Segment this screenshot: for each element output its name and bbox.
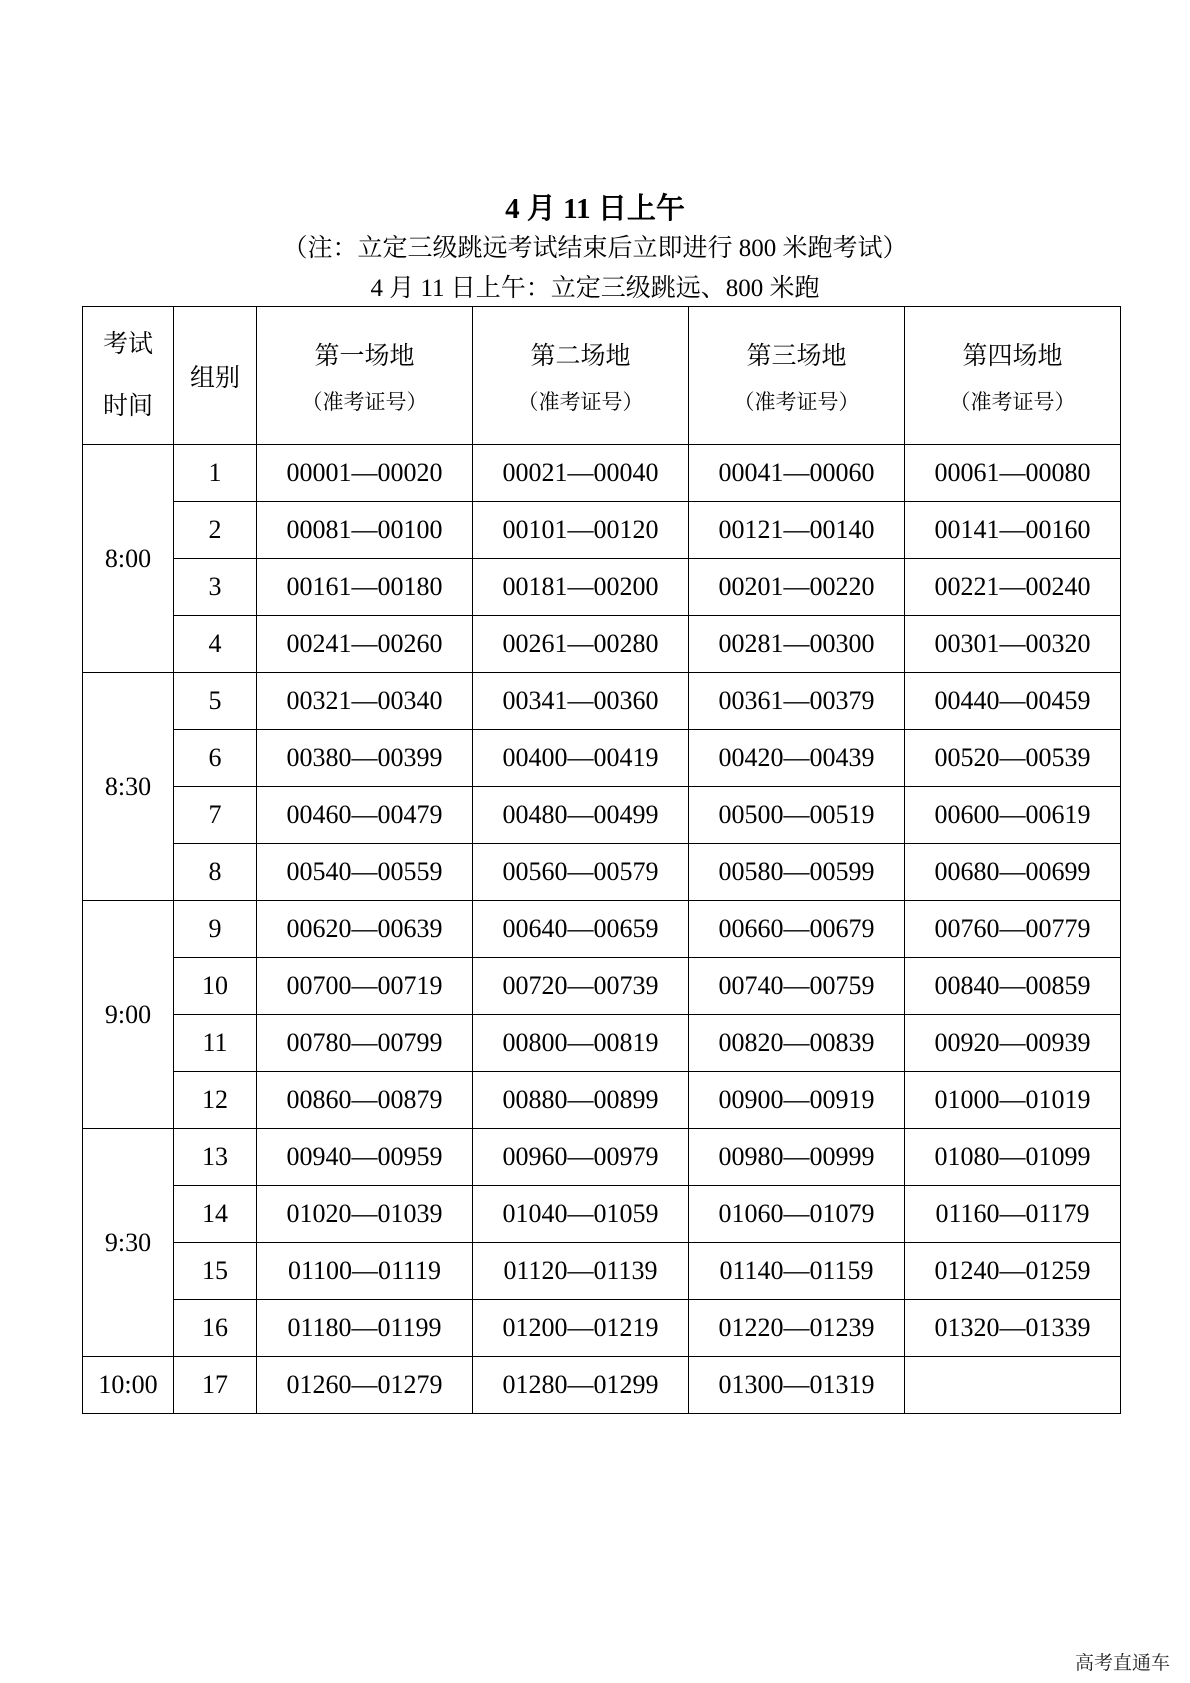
range-cell-venue-2: 01120—01139 xyxy=(473,1243,689,1300)
group-cell: 5 xyxy=(174,673,257,730)
group-cell: 1 xyxy=(174,445,257,502)
range-cell-venue-2: 00021—00040 xyxy=(473,445,689,502)
range-cell-venue-1: 00460—00479 xyxy=(257,787,473,844)
header-venue-3 xyxy=(689,307,905,445)
range-cell-venue-3: 00041—00060 xyxy=(689,445,905,502)
range-cell-venue-2: 00800—00819 xyxy=(473,1015,689,1072)
range-cell-venue-4: 00920—00939 xyxy=(905,1015,1121,1072)
range-cell-venue-3: 01220—01239 xyxy=(689,1300,905,1357)
range-cell-venue-1: 01180—01199 xyxy=(257,1300,473,1357)
range-cell-venue-1: 00780—00799 xyxy=(257,1015,473,1072)
range-cell-venue-3: 01300—01319 xyxy=(689,1357,905,1414)
range-cell-venue-4: 00520—00539 xyxy=(905,730,1121,787)
range-cell-venue-4: 00221—00240 xyxy=(905,559,1121,616)
group-cell: 6 xyxy=(174,730,257,787)
time-cell: 10:00 xyxy=(83,1357,174,1414)
group-cell: 16 xyxy=(174,1300,257,1357)
table-row xyxy=(83,1129,1121,1186)
venue-label: 第二场地 xyxy=(530,342,631,370)
table-row xyxy=(83,1186,1121,1243)
table-row xyxy=(83,730,1121,787)
range-cell-venue-2: 00261—00280 xyxy=(473,616,689,673)
range-cell-venue-3: 00121—00140 xyxy=(689,502,905,559)
range-cell-venue-2: 00101—00120 xyxy=(473,502,689,559)
range-cell-venue-1: 00161—00180 xyxy=(257,559,473,616)
range-cell-venue-1: 01100—01119 xyxy=(257,1243,473,1300)
range-cell-venue-1: 00380—00399 xyxy=(257,730,473,787)
range-cell-venue-1: 00940—00959 xyxy=(257,1129,473,1186)
range-cell-venue-2: 01280—01299 xyxy=(473,1357,689,1414)
group-cell: 2 xyxy=(174,502,257,559)
range-cell-venue-2: 00400—00419 xyxy=(473,730,689,787)
range-cell-venue-4: 00141—00160 xyxy=(905,502,1121,559)
range-cell-venue-4: 01000—01019 xyxy=(905,1072,1121,1129)
range-cell-venue-3: 00500—00519 xyxy=(689,787,905,844)
header-time-line1: 考试 xyxy=(102,330,153,358)
range-cell-venue-1: 00001—00020 xyxy=(257,445,473,502)
range-cell-venue-4: 01320—01339 xyxy=(905,1300,1121,1357)
group-cell: 15 xyxy=(174,1243,257,1300)
group-cell: 12 xyxy=(174,1072,257,1129)
venue-sub-label: （准考证号） xyxy=(517,389,644,414)
time-cell: 8:00 xyxy=(83,445,174,673)
range-cell-venue-3: 00660—00679 xyxy=(689,901,905,958)
group-cell: 7 xyxy=(174,787,257,844)
header-venue-4 xyxy=(905,307,1121,445)
range-cell-venue-1: 00620—00639 xyxy=(257,901,473,958)
group-cell: 3 xyxy=(174,559,257,616)
table-row xyxy=(83,844,1121,901)
table-row xyxy=(83,1300,1121,1357)
header-venue-2 xyxy=(473,307,689,445)
schedule-body xyxy=(83,445,1121,1414)
table-row xyxy=(83,616,1121,673)
group-cell: 14 xyxy=(174,1186,257,1243)
range-cell-venue-2: 00560—00579 xyxy=(473,844,689,901)
range-cell-venue-4: 01080—01099 xyxy=(905,1129,1121,1186)
range-cell-venue-1: 00860—00879 xyxy=(257,1072,473,1129)
table-row xyxy=(83,1015,1121,1072)
range-cell-venue-1: 00540—00559 xyxy=(257,844,473,901)
header-exam-time xyxy=(83,307,174,445)
page-title: 4 月 11 日上午 xyxy=(505,193,685,225)
range-cell-venue-4: 00301—00320 xyxy=(905,616,1121,673)
time-cell: 8:30 xyxy=(83,673,174,901)
range-cell-venue-3: 00580—00599 xyxy=(689,844,905,901)
table-row xyxy=(83,1072,1121,1129)
table-row xyxy=(83,445,1121,502)
range-cell-venue-2: 00880—00899 xyxy=(473,1072,689,1129)
group-cell: 17 xyxy=(174,1357,257,1414)
group-cell: 11 xyxy=(174,1015,257,1072)
header-group: 组别 xyxy=(174,307,257,445)
range-cell-venue-3: 00420—00439 xyxy=(689,730,905,787)
range-cell-venue-2: 00640—00659 xyxy=(473,901,689,958)
range-cell-venue-2: 01040—01059 xyxy=(473,1186,689,1243)
range-cell-venue-4: 01240—01259 xyxy=(905,1243,1121,1300)
footer-watermark: 高考直通车 xyxy=(1074,1652,1170,1674)
range-cell-venue-4: 00680—00699 xyxy=(905,844,1121,901)
range-cell-venue-4: 00840—00859 xyxy=(905,958,1121,1015)
range-cell-venue-1: 00700—00719 xyxy=(257,958,473,1015)
range-cell-venue-2: 00181—00200 xyxy=(473,559,689,616)
range-cell-venue-3: 01140—01159 xyxy=(689,1243,905,1300)
range-cell-venue-3: 00740—00759 xyxy=(689,958,905,1015)
range-cell-venue-1: 01020—01039 xyxy=(257,1186,473,1243)
group-cell: 10 xyxy=(174,958,257,1015)
range-cell-venue-4: 00440—00459 xyxy=(905,673,1121,730)
range-cell-venue-3: 00281—00300 xyxy=(689,616,905,673)
range-cell-venue-3: 01060—01079 xyxy=(689,1186,905,1243)
range-cell-venue-2: 00960—00979 xyxy=(473,1129,689,1186)
range-cell-venue-3: 00820—00839 xyxy=(689,1015,905,1072)
schedule-table xyxy=(82,306,1121,1414)
range-cell-venue-1: 00081—00100 xyxy=(257,502,473,559)
venue-sub-label: （准考证号） xyxy=(733,389,860,414)
table-row xyxy=(83,1243,1121,1300)
table-row xyxy=(83,787,1121,844)
range-cell-venue-3: 00900—00919 xyxy=(689,1072,905,1129)
range-cell-venue-2: 01200—01219 xyxy=(473,1300,689,1357)
group-cell: 8 xyxy=(174,844,257,901)
table-row xyxy=(83,502,1121,559)
range-cell-venue-2: 00480—00499 xyxy=(473,787,689,844)
range-cell-venue-4: 00600—00619 xyxy=(905,787,1121,844)
page-subtitle: 4 月 11 日上午：立定三级跳远、800 米跑 xyxy=(370,275,820,302)
table-row xyxy=(83,559,1121,616)
range-cell-venue-1: 00241—00260 xyxy=(257,616,473,673)
range-cell-venue-3: 00980—00999 xyxy=(689,1129,905,1186)
table-row xyxy=(83,673,1121,730)
range-cell-venue-2: 00341—00360 xyxy=(473,673,689,730)
venue-label: 第三场地 xyxy=(746,342,847,370)
exam-note: （注：立定三级跳远考试结束后立即进行 800 米跑考试） xyxy=(282,235,908,262)
venue-label: 第四场地 xyxy=(962,342,1063,370)
time-cell: 9:30 xyxy=(83,1129,174,1357)
range-cell-venue-3: 00201—00220 xyxy=(689,559,905,616)
group-cell: 13 xyxy=(174,1129,257,1186)
table-header-row xyxy=(83,307,1121,445)
range-cell-venue-3: 00361—00379 xyxy=(689,673,905,730)
range-cell-venue-2: 00720—00739 xyxy=(473,958,689,1015)
venue-sub-label: （准考证号） xyxy=(301,389,428,414)
range-cell-venue-4: 00760—00779 xyxy=(905,901,1121,958)
header-time-line2: 时间 xyxy=(102,392,153,420)
group-cell: 4 xyxy=(174,616,257,673)
range-cell-venue-4: 00061—00080 xyxy=(905,445,1121,502)
group-cell: 9 xyxy=(174,901,257,958)
header-venue-1 xyxy=(257,307,473,445)
table-row xyxy=(83,1357,1121,1414)
range-cell-venue-1: 00321—00340 xyxy=(257,673,473,730)
venue-sub-label: （准考证号） xyxy=(949,389,1076,414)
table-row xyxy=(83,958,1121,1015)
range-cell-venue-1: 01260—01279 xyxy=(257,1357,473,1414)
time-cell: 9:00 xyxy=(83,901,174,1129)
venue-label: 第一场地 xyxy=(314,342,415,370)
table-row xyxy=(83,901,1121,958)
range-cell-venue-4: 01160—01179 xyxy=(905,1186,1121,1243)
range-cell-venue-4 xyxy=(905,1357,1121,1414)
